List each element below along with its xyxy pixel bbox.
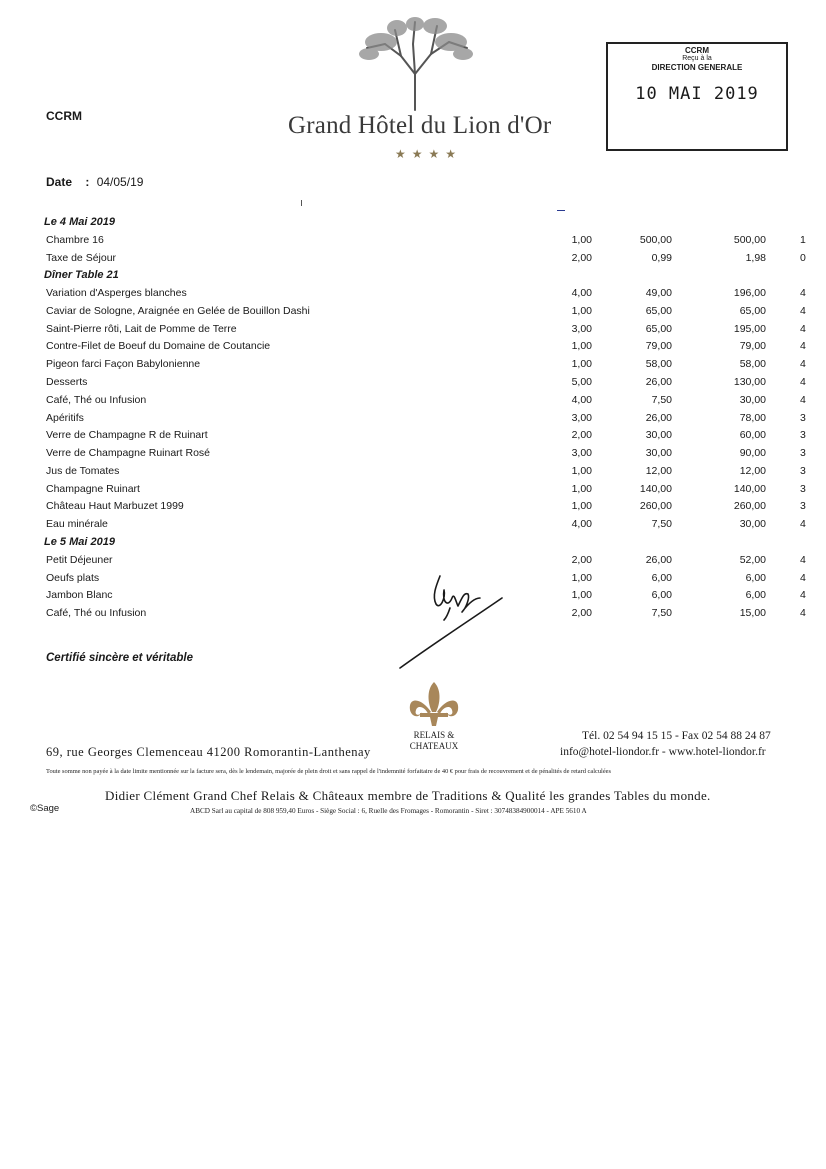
item-description: Jus de Tomates	[46, 464, 120, 477]
item-quantity: 4,00	[571, 393, 592, 406]
item-quantity: 1,00	[571, 358, 592, 371]
line-item	[0, 516, 826, 533]
item-quantity: 4,00	[571, 287, 592, 300]
item-tax-code: 4	[800, 518, 806, 531]
item-description: Café, Thé ou Infusion	[46, 393, 147, 406]
stamp-date: 10 MAI 2019	[635, 84, 759, 104]
handwritten-signature	[396, 568, 506, 672]
line-item	[0, 232, 826, 249]
sage-copyright: ©Sage	[30, 803, 60, 814]
section-label: Dîner Table 21	[44, 269, 119, 282]
line-item	[0, 481, 826, 498]
item-tax-code: 0	[800, 251, 806, 264]
item-description: Desserts	[46, 376, 88, 389]
item-description: Variation d'Asperges blanches	[46, 287, 187, 300]
line-item	[0, 285, 826, 302]
item-description: Saint-Pierre rôti, Lait de Pomme de Terre	[46, 322, 237, 335]
item-quantity: 2,00	[571, 429, 592, 442]
line-item	[0, 356, 826, 373]
item-tax-code: 4	[800, 322, 806, 335]
hotel-name: Grand Hôtel du Lion d'Or	[288, 112, 552, 139]
item-total: 140,00	[733, 482, 766, 495]
item-tax-code: 3	[800, 482, 806, 495]
date-value: 04/05/19	[96, 175, 144, 189]
item-total: 12,00	[739, 464, 766, 477]
item-description: Taxe de Séjour	[46, 251, 117, 264]
item-total: 6,00	[745, 589, 766, 602]
item-description: Château Haut Marbuzet 1999	[46, 500, 184, 513]
item-tax-code: 3	[800, 411, 806, 424]
item-unit-price: 65,00	[645, 322, 672, 335]
item-quantity: 3,00	[571, 322, 592, 335]
item-unit-price: 0,99	[651, 251, 672, 264]
item-quantity: 4,00	[571, 518, 592, 531]
item-total: 195,00	[733, 322, 766, 335]
item-total: 58,00	[739, 358, 766, 371]
item-unit-price: 58,00	[645, 358, 672, 371]
item-unit-price: 7,50	[651, 393, 672, 406]
item-unit-price: 26,00	[645, 376, 672, 389]
date-label: Date	[46, 175, 73, 189]
relais-label-2: CHATEAUX	[409, 741, 459, 751]
item-unit-price: 12,00	[645, 464, 672, 477]
item-unit-price: 7,50	[651, 607, 672, 620]
item-quantity: 2,00	[571, 553, 592, 566]
line-item	[0, 498, 826, 515]
item-tax-code: 4	[800, 553, 806, 566]
line-item	[0, 392, 826, 409]
item-quantity: 1,00	[571, 500, 592, 513]
item-tax-code: 4	[800, 287, 806, 300]
line-item	[0, 463, 826, 480]
stamp-line-1: CCRM	[685, 46, 709, 55]
item-quantity: 1,00	[571, 464, 592, 477]
item-total: 1,98	[745, 251, 766, 264]
date-separator: :	[85, 175, 90, 189]
scan-mark	[301, 200, 302, 206]
line-item	[0, 427, 826, 444]
item-unit-price: 65,00	[645, 304, 672, 317]
email-website: info@hotel-liondor.fr - www.hotel-liondor.fr	[560, 746, 766, 758]
item-description: Jambon Blanc	[46, 589, 113, 602]
ink-mark	[557, 210, 565, 211]
item-description: Eau minérale	[46, 518, 108, 531]
section-label: Le 5 Mai 2019	[44, 536, 115, 549]
item-unit-price: 6,00	[651, 589, 672, 602]
item-total: 65,00	[739, 304, 766, 317]
section-heading	[0, 267, 826, 284]
item-tax-code: 4	[800, 607, 806, 620]
item-quantity: 3,00	[571, 411, 592, 424]
item-total: 15,00	[739, 607, 766, 620]
item-unit-price: 30,00	[645, 429, 672, 442]
invoice-date	[46, 175, 143, 189]
hotel-address: 69, rue Georges Clemenceau 41200 Romorantin-Lanthenay	[46, 745, 371, 759]
item-description: Pigeon farci Façon Babylonienne	[46, 358, 201, 371]
item-total: 6,00	[745, 571, 766, 584]
item-quantity: 1,00	[571, 571, 592, 584]
item-quantity: 3,00	[571, 447, 592, 460]
item-total: 30,00	[739, 518, 766, 531]
item-total: 260,00	[733, 500, 766, 513]
item-unit-price: 140,00	[639, 482, 672, 495]
item-tax-code: 1	[800, 233, 806, 246]
item-tax-code: 4	[800, 358, 806, 371]
item-quantity: 2,00	[571, 251, 592, 264]
company-code: CCRM	[46, 109, 82, 123]
item-total: 60,00	[739, 429, 766, 442]
item-quantity: 5,00	[571, 376, 592, 389]
item-tax-code: 3	[800, 464, 806, 477]
item-unit-price: 30,00	[645, 447, 672, 460]
item-tax-code: 4	[800, 304, 806, 317]
section-label: Le 4 Mai 2019	[44, 216, 115, 228]
item-total: 79,00	[739, 340, 766, 353]
item-description: Champagne Ruinart	[46, 482, 140, 495]
item-unit-price: 49,00	[645, 287, 672, 300]
item-quantity: 1,00	[571, 589, 592, 602]
item-quantity: 2,00	[571, 607, 592, 620]
item-description: Oeufs plats	[46, 571, 100, 584]
item-tax-code: 4	[800, 589, 806, 602]
item-quantity: 1,00	[571, 304, 592, 317]
item-description: Verre de Champagne R de Ruinart	[46, 429, 208, 442]
line-item	[0, 552, 826, 569]
certification-text: Certifié sincère et véritable	[46, 652, 194, 664]
item-tax-code: 3	[800, 429, 806, 442]
line-item	[0, 374, 826, 391]
line-item	[0, 321, 826, 338]
item-description: Apéritifs	[46, 411, 84, 424]
payment-terms: Toute somme non payée à la date limite mentionnée sur la facture sera, dès le lendemain, majorée de plein droit et sans rappel de l'indemnité forfaitaire de 40 € pour frais de recouvrement et de pénalités de retard calculées	[46, 768, 611, 775]
item-tax-code: 3	[800, 500, 806, 513]
item-unit-price: 6,00	[651, 571, 672, 584]
stamp-line-3: DIRECTION GENERALE	[651, 63, 743, 72]
tree-logo-icon	[355, 14, 475, 112]
fleur-de-lis-logo-icon	[404, 680, 464, 752]
item-quantity: 1,00	[571, 482, 592, 495]
item-unit-price: 500,00	[639, 233, 672, 246]
item-description: Verre de Champagne Ruinart Rosé	[46, 447, 211, 460]
item-total: 52,00	[739, 553, 766, 566]
item-total: 500,00	[733, 233, 766, 246]
phone-fax: Tél. 02 54 94 15 15 - Fax 02 54 88 24 87	[582, 730, 771, 742]
company-registration: ABCD Sarl au capital de 808 959,40 Euros - Siège Social : 6, Ruelle des Fromages - Romorantin - Siret : 30748384900014 - APE 5610 A	[190, 807, 587, 815]
stamp-line-2: Reçu à la	[682, 55, 712, 62]
chef-line: Didier Clément Grand Chef Relais & Châteaux membre de Traditions & Qualité les grandes Tables du monde.	[105, 788, 711, 803]
item-total: 90,00	[739, 447, 766, 460]
item-total: 196,00	[733, 287, 766, 300]
item-tax-code: 3	[800, 447, 806, 460]
item-quantity: 1,00	[571, 233, 592, 246]
item-total: 130,00	[733, 376, 766, 389]
line-item	[0, 338, 826, 355]
item-total: 30,00	[739, 393, 766, 406]
item-tax-code: 4	[800, 376, 806, 389]
line-item	[0, 303, 826, 320]
item-quantity: 1,00	[571, 340, 592, 353]
item-tax-code: 4	[800, 340, 806, 353]
line-item	[0, 250, 826, 267]
item-unit-price: 260,00	[639, 500, 672, 513]
section-heading	[0, 214, 826, 231]
item-description: Café, Thé ou Infusion	[46, 607, 147, 620]
star-rating: ★★★★	[395, 147, 463, 161]
line-item	[0, 410, 826, 427]
item-description: Chambre 16	[46, 233, 104, 246]
item-description: Caviar de Sologne, Araignée en Gelée de Bouillon Dashi	[46, 304, 310, 317]
item-tax-code: 4	[800, 393, 806, 406]
item-description: Petit Déjeuner	[46, 553, 113, 566]
item-total: 78,00	[739, 411, 766, 424]
contact-block	[560, 728, 771, 758]
relais-label-1: RELAIS &	[413, 730, 455, 740]
reception-stamp	[606, 42, 788, 151]
item-tax-code: 4	[800, 571, 806, 584]
line-item	[0, 445, 826, 462]
item-unit-price: 26,00	[645, 411, 672, 424]
item-description: Contre-Filet de Boeuf du Domaine de Coutancie	[46, 340, 271, 353]
item-unit-price: 26,00	[645, 553, 672, 566]
section-heading	[0, 534, 826, 551]
item-unit-price: 7,50	[651, 518, 672, 531]
item-unit-price: 79,00	[645, 340, 672, 353]
